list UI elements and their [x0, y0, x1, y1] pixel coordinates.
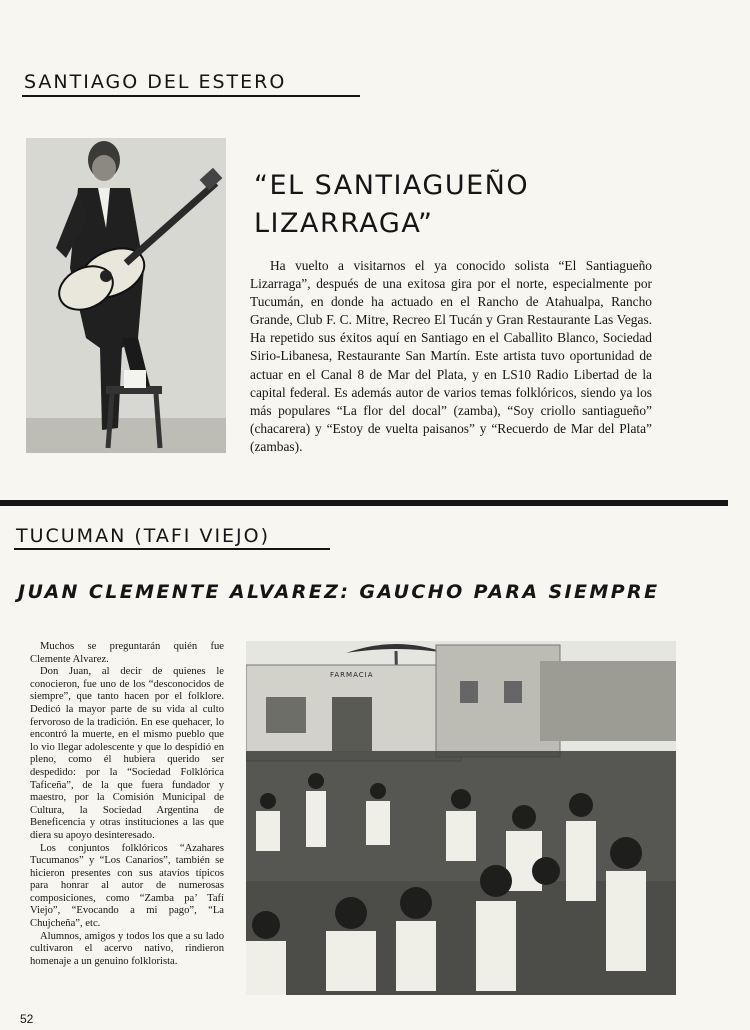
guitarist-photo: [26, 138, 226, 453]
paragraph: Los conjuntos folklóricos “Azahares Tucumanos” y “Los Canarios”, también se hicieron presentes con sus atavíos típicos para honrar al autor de numerosas composiciones, como “Zamba pa’ Tafí Viejo”, “Evocando a mi pago”, “La Chujcheña”, etc.: [30, 842, 224, 930]
article-body-lizarraga: Ha vuelto a visitarnos el ya conocido solista “El Santiagueño Lizarraga”, después de una exitosa gira por el norte, especialmente por Tucumán, en donde ha actuado en el Rancho de Atahualpa, Rancho Grande, Club F. C. Mitre, Recreo El Tucán y Gran Restaurante Las Vegas. Ha repetido sus éxitos aquí en Santiago en el Caballito Blanco, Sociedad Sirio-Libanesa, Restaurante San Martín. Este artista tuvo oportunidad de actuar en el Canal 8 de Mar del Plata, y en LS10 Radio Libertad de la capital federal. Es además autor de varios temas folklóricos, siendo ya los más populares “La flor del docal” (zamba), “Soy criollo santiagueño” (chacarera) y “Estoy de vuelta paisanos” y “Recuerdo de Mar del Plata” (zambas).: [250, 258, 652, 454]
pharmacy-sign: FARMACIA: [330, 671, 374, 679]
section-divider: [0, 500, 728, 506]
article-body-alvarez: [30, 641, 224, 968]
section-heading-underline: [22, 95, 360, 97]
paragraph: Don Juan, al decir de quienes le conocieron, fue uno de los “desconocidos de siempre”, que tanto hacen por el folklore. Dedicó la mayor parte de su vida al culto fervoroso de la tradición. En ese quehacer, lo encontró la muerte, en el mismo pueblo que lo vio llegar adolescente y que lo despidió en pleno, como él hubiera querido ser despedido: por la “Sociedad Folklórica Taficeña”, de la que fuera fundador y maestro, por la Comisión Municipal de Cultura, la Sociedad Argentina de Beneficencia y otras instituciones a las que diera su apoyo desinteresado.: [30, 666, 224, 841]
article-title-alvarez: JUAN CLEMENTE ALVAREZ: GAUCHO PARA SIEMPRE: [18, 581, 660, 603]
section-heading-underline: [14, 548, 330, 550]
section-heading-santiago: SANTIAGO DEL ESTERO: [24, 71, 287, 93]
paragraph: Muchos se preguntarán quién fue Clemente Alvarez.: [30, 641, 224, 665]
paragraph: Alumnos, amigos y todos los que a su lado cultivaron el acervo nativo, rindieron homenaje a un genuino folklorista.: [30, 930, 224, 967]
section-heading-tucuman: TUCUMAN (TAFI VIEJO): [16, 525, 271, 547]
article-title-lizarraga: [254, 167, 529, 243]
crowd-photo: [246, 641, 676, 995]
page-number: 52: [20, 1012, 34, 1026]
title-line-1: “EL SANTIAGUEÑO: [254, 170, 530, 201]
title-line-2: LIZARRAGA”: [254, 208, 434, 239]
